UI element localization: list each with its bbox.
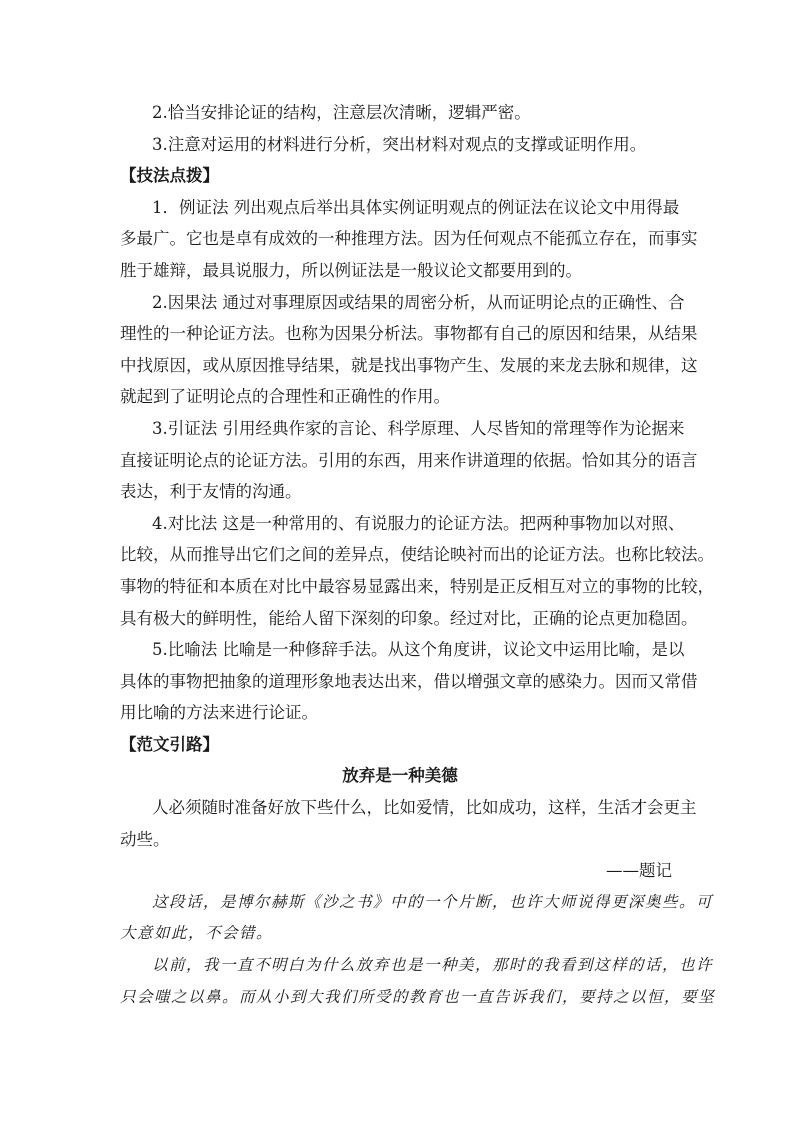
paragraph-line: 理性的一种论证方法。也称为因果分析法。事物都有自己的原因和结果，从结果 <box>120 324 698 344</box>
paragraph-line: 中找原因，或从原因推导结果，就是找出事物产生、发展的来龙去脉和规律，这 <box>120 355 698 375</box>
paragraph-line: 大意如此，不会错。 <box>120 924 274 943</box>
paragraph-line: 事物的特征和本质在对比中最容易显露出来，特别是正反相互对立的事物的比较， <box>120 576 714 596</box>
epigraph-source: ——题记 <box>606 861 672 881</box>
paragraph-line: 就起到了证明论点的合理性和正确性的作用。 <box>120 387 450 407</box>
example-heading: 【范文引路】 <box>120 734 219 754</box>
paragraph-line: 动些。 <box>120 829 170 849</box>
document-page <box>120 97 716 1013</box>
paragraph-line: 具有极大的鲜明性，能给人留下深刻的印象。经过对比，正确的论点更加稳固。 <box>120 608 698 628</box>
requirement-item-3: 3.注意对运用的材料进行分析，突出材料对观点的支撑或证明作用。 <box>152 134 647 154</box>
essay-paragraph-2 <box>120 950 716 1013</box>
skill-cause-effect-method <box>120 287 698 413</box>
paragraph-line: 以前，我一直不明白为什么放弃也是一种美，那时的我看到这样的话，也许 <box>152 956 714 975</box>
skill-contrast-method <box>120 508 714 634</box>
paragraph-line: 比较，从而推导出它们之间的差异点，使结论映衬而出的论证方法。也称比较法。 <box>120 545 714 565</box>
paragraph-line: 5.比喻法 比喻是一种修辞手法。从这个角度讲，议论文中运用比喻，是以 <box>152 640 685 660</box>
requirement-item-2: 2.恰当安排论证的结构，注意层次清晰，逻辑严密。 <box>152 103 531 122</box>
paragraph-line: 这段话，是博尔赫斯《沙之书》中的一个片断，也许大师说得更深奥些。可 <box>152 892 714 911</box>
paragraph-line: 4.对比法 这是一种常用的、有说服力的论证方法。把两种事物加以对照、 <box>152 513 685 533</box>
paragraph-line: 表达，利于友情的沟通。 <box>120 482 302 502</box>
essay-paragraph-1 <box>120 887 714 950</box>
skills-heading: 【技法点拨】 <box>120 166 219 186</box>
paragraph-line: 具体的事物把抽象的道理形象地表达出来，借以增强文章的感染力。因而又常借 <box>120 671 698 691</box>
paragraph-line: 用比喻的方法来进行论证。 <box>120 703 318 723</box>
essay-title: 放弃是一种美德 <box>342 766 458 786</box>
skill-example-method <box>120 192 698 287</box>
skill-metaphor-method <box>120 634 698 729</box>
paragraph-line: 多最广。它也是卓有成效的一种推理方法。因为任何观点不能孤立存在，而事实 <box>120 229 698 249</box>
essay-epigraph <box>120 792 697 855</box>
paragraph-line: 只会嗤之以鼻。而从小到大我们所受的教育也一直告诉我们，要持之以恒，要坚 <box>120 987 716 1006</box>
paragraph-line: 人必须随时准备好放下些什么，比如爱情，比如成功，这样，生活才会更主 <box>152 798 697 818</box>
paragraph-line: 2.因果法 通过对事理原因或结果的周密分析，从而证明论点的正确性、合 <box>152 292 685 312</box>
paragraph-line: 1．例证法 列出观点后举出具体实例证明观点的例证法在议论文中用得最 <box>152 197 680 217</box>
paragraph-line: 直接证明论点的论证方法。引用的东西，用来作讲道理的依据。恰如其分的语言 <box>120 450 698 470</box>
skill-citation-method <box>120 413 698 508</box>
paragraph-line: 胜于雄辩，最具说服力，所以例证法是一般议论文都要用到的。 <box>120 260 582 280</box>
paragraph-line: 3.引证法 引用经典作家的言论、科学原理、人尽皆知的常理等作为论据来 <box>152 418 685 438</box>
